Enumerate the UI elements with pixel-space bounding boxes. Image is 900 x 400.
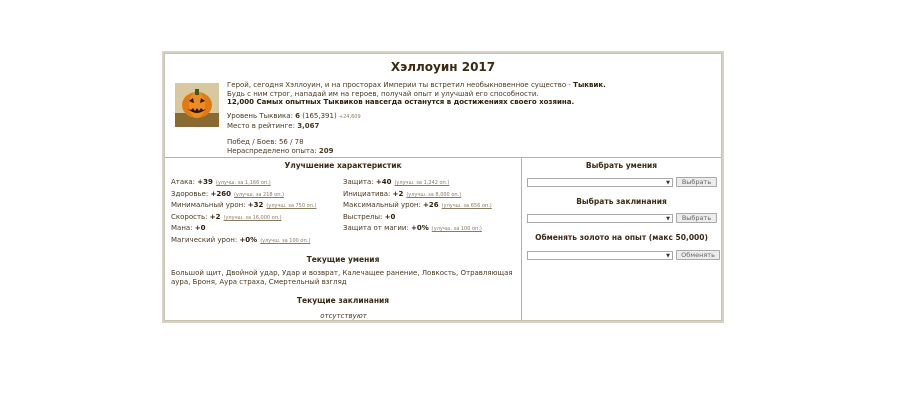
event-panel-inner [164,53,722,321]
stat-value: +0% [239,236,258,244]
stat-label: Защита от магии: [343,224,412,233]
upgrade-link[interactable]: (улучш. за 218 оп.) [233,191,285,198]
stat-label: Инициатива: [343,189,393,198]
chevron-down-icon: ▼ [666,180,670,186]
stat-value: +2 [209,212,221,221]
stat-label: Выстрелы: [343,212,385,221]
choose-ability-heading: Выбрать умения [585,161,658,170]
creature-name: Тыквик. [573,81,606,89]
improve-heading: Улучшение характеристик [284,161,402,170]
level-exp: (165,391) [302,112,337,120]
stat-row [343,190,461,198]
abilities-heading: Текущие умения [306,255,380,264]
choose-spell-heading: Выбрать заклинания [576,197,667,206]
divider-horizontal [165,157,721,158]
stat-value: +26 [423,201,439,210]
chevron-down-icon: ▼ [666,216,670,222]
stat-row [171,178,271,186]
stat-value: +260 [210,189,231,198]
stat-value: +40 [375,178,392,186]
stat-label: Защита: [343,178,376,186]
stat-label: Мана: [171,224,195,233]
level-stats [227,112,361,131]
level-value: 6 [295,112,301,120]
stat-row [171,190,284,198]
upgrade-link[interactable]: (улучш. за 1,166 оп.) [215,180,271,186]
stat-row [343,224,482,232]
chevron-down-icon: ▼ [666,253,670,259]
upgrade-link[interactable]: (улучш. за 1,242 оп.) [394,180,450,186]
stat-value: +0% [411,224,429,233]
stat-value: +0 [384,212,396,221]
ability-select[interactable] [527,178,673,187]
choose-spell-button[interactable]: Выбрать [676,213,717,223]
spells-text: отсутствуют [320,312,367,320]
stat-label: Здоровье: [171,189,211,198]
spells-heading: Текущие заклинания [296,296,390,305]
exchange-button[interactable]: Обменять [676,250,720,260]
upgrade-link[interactable]: (улучш. за 100 оп.) [260,238,311,244]
stat-row [171,201,317,209]
unspent-value: 209 [318,147,334,155]
stat-value: +32 [247,201,264,210]
abilities-text: Большой щит, Двойной удар, Удар и возврат, Калечащее ранение, Ловкость, Отравляющая аура, Броня, Аура страха, Смертельный взгляд [171,269,513,286]
stat-row [343,201,492,209]
stat-value: +39 [197,178,213,186]
upgrade-link[interactable]: (улучш. за 16,000 оп.) [223,214,282,221]
stat-row [171,236,310,244]
intro-text [227,81,707,107]
intro-line3: 12,000 Самых опытных Тыквиков навсегда останутся в достижениях своего хозяина. [227,98,575,106]
battle-stats [227,138,333,156]
stat-label: Минимальный урон: [171,201,248,210]
page-title: Хэллоуин 2017 [390,60,496,74]
level-next: +24,609 [338,114,361,120]
unspent-label: Нераспределено опыта: [227,147,317,155]
upgrade-link[interactable]: (улучш. за 750 оп.) [266,203,317,210]
wins-label: Побед / Боев: [227,138,277,146]
stat-row [343,178,449,186]
upgrade-link[interactable]: (улучш. за 100 оп.) [431,226,482,233]
stat-row [171,213,282,221]
spell-select[interactable] [527,214,673,223]
level-label: Уровень Тыквика: [227,112,293,120]
rank-label: Место в рейтинге: [227,122,295,130]
exchange-heading: Обменять золото на опыт (макс 50,000) [535,233,708,242]
intro-line1: Герой, сегодня Хэллоуин, и на просторах Империи ты встретил необыкновенное существо - [227,81,574,89]
upgrade-link[interactable]: (улучш. за 656 оп.) [441,203,492,210]
stat-label: Скорость: [171,212,210,221]
rank-value: 3,067 [297,122,320,130]
choose-ability-button[interactable]: Выбрать [676,177,717,187]
stat-label: Атака: [171,178,198,186]
gold-select[interactable] [527,251,673,260]
stat-row [343,213,395,221]
stat-value: +2 [392,189,404,198]
pumpkin-icon [175,83,219,127]
event-panel [162,51,724,323]
intro-line2: Будь с ним строг, нападай им на героев, получай опыт и улучшай его способности. [227,89,539,98]
stat-row [171,224,206,232]
wins-value: 56 / 78 [278,138,304,146]
upgrade-link[interactable]: (улучш. за 8,000 оп.) [406,191,462,198]
stat-value: +0 [194,224,206,233]
pumpkin-avatar [175,83,219,127]
stat-label: Магический урон: [171,236,240,244]
stat-label: Максимальный урон: [343,201,424,210]
